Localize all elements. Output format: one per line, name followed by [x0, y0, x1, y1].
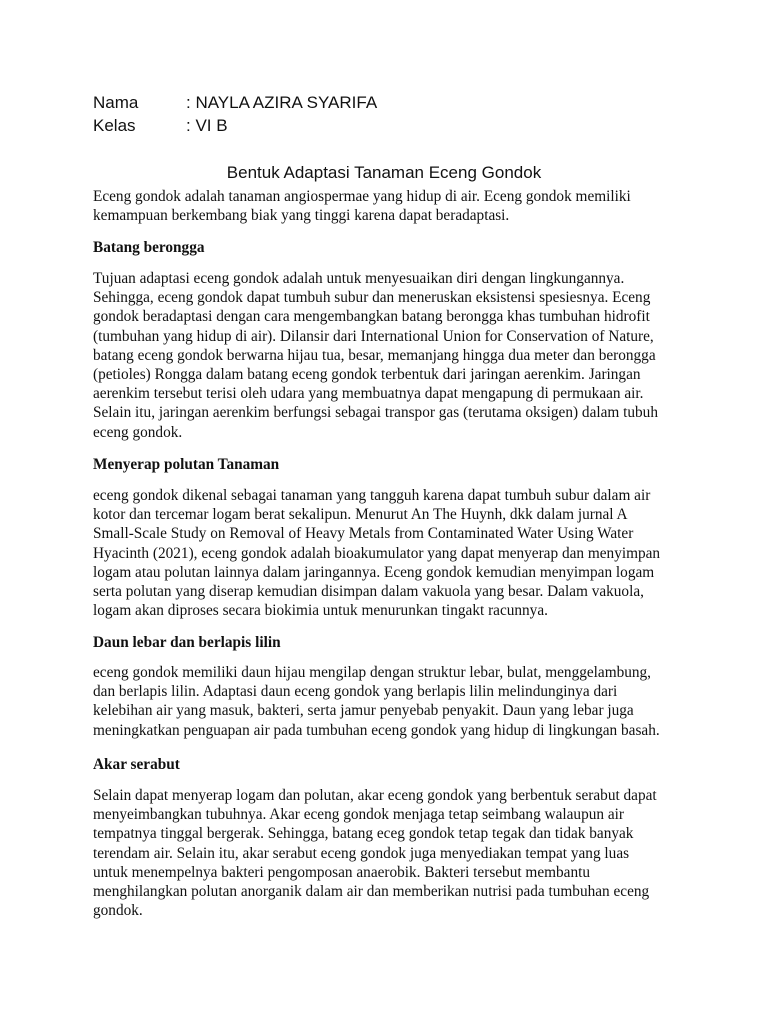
text-line: menyeimbangkan tubuhnya. Akar eceng gondok menjaga tetap seimbang walaupun air	[93, 806, 624, 824]
text-line: Eceng gondok adalah tanaman angiospermae yang hidup di air. Eceng gondok memiliki	[93, 188, 631, 205]
text-line: kelebihan air yang masuk, bakteri, serta jamur penyebab penyakit. Daun yang lebar juga	[93, 702, 634, 720]
class-value: : VI B	[186, 116, 228, 135]
section-paragraph-akar-serabut	[93, 786, 673, 920]
text-line: gondok beradaptasi dengan cara mengembangkan batang berongga khas tumbuhan hidrofit	[93, 308, 650, 326]
text-line: Sehingga, eceng gondok dapat tumbuh subur dan meneruskan eksistensi spesiesnya. Eceng	[93, 289, 651, 307]
text-line: tempatnya tinggal bergerak. Sehingga, batang eceg gondok tetap tegak dan tidak banyak	[93, 825, 634, 843]
text-line: eceng gondok.	[93, 423, 183, 441]
text-line: untuk menempelnya bakteri pengomposan anaerobik. Bakteri tersebut membantu	[93, 863, 590, 881]
text-line: eceng gondok memiliki daun hijau mengilap dengan struktur lebar, bulat, menggelambung,	[93, 664, 652, 681]
text-line: kotor dan tercemar logam berat sekalipun. Menurut An The Huynh, dkk dalam jurnal A	[93, 506, 628, 524]
section-heading-daun-lebar: Daun lebar dan berlapis lilin	[93, 634, 281, 651]
section-heading-batang-berongga: Batang berongga	[93, 239, 205, 256]
section-heading-menyerap-polutan: Menyerap polutan Tanaman	[93, 456, 280, 473]
intro-paragraph	[93, 187, 673, 225]
text-line: Small-Scale Study on Removal of Heavy Metals from Contaminated Water Using Water	[93, 525, 634, 543]
name-value: : NAYLA AZIRA SYARIFA	[186, 93, 378, 112]
name-label: Nama	[93, 93, 139, 112]
text-line: logam atau polutan lainnya dalam jaringannya. Eceng gondok kemudian menyimpan logam	[93, 563, 655, 581]
section-paragraph-batang-berongga	[93, 269, 673, 442]
text-line: eceng gondok dikenal sebagai tanaman yang tangguh karena dapat tumbuh subur dalam air	[93, 487, 651, 504]
section-paragraph-menyerap-polutan	[93, 486, 673, 620]
text-line: Selain itu, jaringan aerenkim berfungsi sebagai transpor gas (terutama oksigen) dalam tubuh	[93, 404, 658, 422]
section-heading-akar-serabut: Akar serabut	[93, 756, 180, 773]
text-line: (tumbuhan yang hidup di air). Dilansir dari International Union for Conservation of Nature,	[93, 327, 654, 345]
student-name-row	[93, 92, 377, 114]
student-class-row	[93, 115, 228, 137]
text-line: gondok.	[93, 902, 143, 920]
text-line: (petioles) Rongga dalam batang eceng gondok terbentuk dari jaringan aerenkim. Jaringan	[93, 366, 641, 384]
text-line: menghilangkan polutan anorganik dalam air dan memberikan nutrisi pada tumbuhan eceng	[93, 883, 650, 901]
text-line: aerenkim tersebut terisi oleh udara yang membuatnya dapat mengapung di permukaan air.	[93, 385, 644, 403]
text-line: terendam air. Selain itu, akar serabut eceng gondok juga menyediakan tempat yang luas	[93, 844, 630, 862]
text-line: Selain dapat menyerap logam dan polutan, akar eceng gondok yang berbentuk serabut dapat	[93, 787, 657, 804]
text-line: Tujuan adaptasi eceng gondok adalah untuk menyesuaikan diri dengan lingkungannya.	[93, 270, 625, 287]
text-line: batang eceng gondok berwarna hijau tua, besar, memanjang hingga dua meter dan berongga	[93, 346, 656, 364]
document-title: Bentuk Adaptasi Tanaman Eceng Gondok	[226, 163, 542, 182]
text-line: logam akan diproses secara biokimia untuk menurunkan tingakt racunnya.	[93, 602, 548, 620]
text-line: kemampuan berkembang biak yang tinggi karena dapat beradaptasi.	[93, 207, 510, 225]
section-paragraph-daun-lebar	[93, 663, 673, 740]
text-line: serta polutan yang diserap kemudian disimpan dalam vakuola yang besar. Dalam vakuola,	[93, 583, 644, 601]
class-label: Kelas	[93, 116, 136, 135]
text-line: dan berlapis lilin. Adaptasi daun eceng gondok yang berlapis lilin melindunginya dari	[93, 683, 618, 701]
text-line: meningkatkan penguapan air pada tumbuhan eceng gondok yang hidup di lingkungan basah.	[93, 721, 660, 739]
text-line: Hyacinth (2021), eceng gondok adalah bioakumulator yang dapat menyerap dan menyimpan	[93, 544, 661, 562]
